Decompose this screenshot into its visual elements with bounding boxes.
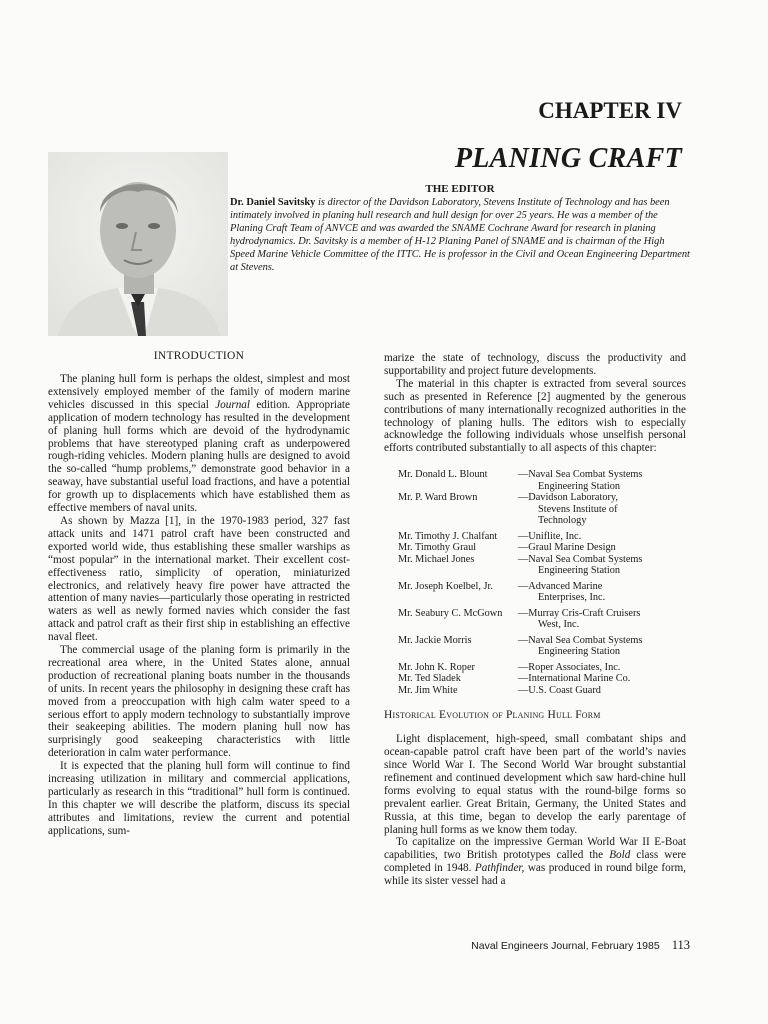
- editor-bio: [230, 196, 690, 274]
- ack-name: Mr. John K. Roper: [398, 661, 475, 673]
- ack-name: Mr. Michael Jones: [398, 553, 475, 565]
- ack-org: —Advanced Marine Enterprises, Inc.: [518, 580, 606, 604]
- acknowledgement-row: [398, 469, 642, 492]
- editor-portrait: [48, 152, 228, 336]
- ack-name: Mr. Seabury C. McGown: [398, 607, 503, 619]
- ship-name-italic: Bold: [609, 849, 631, 862]
- acknowledgement-row: [398, 527, 642, 543]
- right-paragraph-2: The material in this chapter is extracted from several sources such as presented in Reference [2] augmented by the generous contributions of many internationally recognized authorities in the technology of planing hulls. The editors wish to especially acknowledge the following individuals whose unselfish personal efforts contributed substantially to all aspects of this chapter:: [384, 377, 686, 455]
- acknowledgement-row: [398, 685, 642, 697]
- ack-org: —Uniflite, Inc.: [518, 530, 582, 542]
- ack-org: —Graul Marine Design: [518, 542, 616, 554]
- editor-name: Dr. Daniel Savitsky: [230, 197, 316, 208]
- text-run: To capitalize on the impressive German World War II E-Boat capabilities, two British prototypes called the: [384, 836, 686, 862]
- ack-name: Mr. Joseph Koelbel, Jr.: [398, 580, 493, 592]
- text-run: was produced in round bilge form, while its sister vessel had a: [384, 862, 686, 888]
- intro-paragraph-4: It is expected that the planing hull form will continue to find increasing utilization in military and commercial applications, particularly as research in this “traditional” hull form is continued. In this chapter we will describe the platform, discuss its special attributes and limitations, review the current and potential applications, sum-: [48, 760, 350, 837]
- ack-org: —Naval Sea Combat Systems Engineering Station: [518, 469, 643, 492]
- history-paragraph-2: [384, 836, 686, 888]
- right-column: [384, 352, 686, 888]
- left-column: [48, 373, 350, 838]
- acknowledgement-row: [398, 577, 642, 604]
- right-paragraph-1: marize the state of technology, discuss the productivity and supportability and project future developments.: [384, 352, 686, 377]
- intro-paragraph-2: As shown by Mazza [1], in the 1970-1983 period, 327 fast attack units and 1471 patrol craft have been constructed and exported world wide, thus establishing these smaller warships as “most popular” in the international market. Their excellent cost-effectiveness ratio, simplicity of operation, miniaturized electronics, and relatively heavy fire power have attracted the attention of many navies—particularly those operating in restricted waters as well as newly formed navies which consider the fast attack and patrol craft as their first ship in establishing an effective naval fleet.: [48, 514, 350, 644]
- page-number: 113: [671, 938, 690, 952]
- acknowledgement-row: [398, 673, 642, 685]
- ack-org: —Naval Sea Combat Systems Engineering Station: [518, 634, 643, 658]
- ack-name: Mr. P. Ward Brown: [398, 492, 478, 504]
- acknowledgement-row: [398, 492, 642, 527]
- ack-name: Mr. Jim White: [398, 684, 458, 696]
- ack-name: Mr. Ted Sladek: [398, 673, 461, 685]
- chapter-title: PLANING CRAFT: [454, 143, 682, 174]
- ack-name: Mr. Timothy J. Chalfant: [398, 530, 498, 542]
- intro-paragraph-3: The commercial usage of the planing form is primarily in the recreational area where, in the United States alone, annual production of recreational planing boats number in the thousands of units. In recent years the philosophy in designing these craft has moved from a preoccupation with high calm water speed to a serious effort to apply modern technology to substantially improve their seakeeping abilities. The modern planing hull now has surprisingly good seakeeping characteristics with little deterioration in calm water performance.: [48, 644, 350, 760]
- text-run: The planing hull form is perhaps the oldest, simplest and most extensively employed member of the family of modern marine vehicles discussed in this special: [48, 373, 350, 411]
- intro-paragraph-1: [48, 373, 350, 515]
- acknowledgement-row: [398, 542, 642, 554]
- chapter-label: CHAPTER IV: [538, 98, 682, 123]
- history-paragraph-1: Light displacement, high-speed, small combatant ships and ocean-capable patrol craft have been part of the world’s navies since World War I. The Second World War brought substantial refinement and continued development which saw hard-chine hull forms evolving to equal status with the round-bilge forms so prevalent earlier. Great Britain, Germany, the United States and Russia, at this time, began to develop the early parentage of planing hull forms as we know them today.: [384, 733, 686, 836]
- ack-name: Mr. Jackie Morris: [398, 634, 472, 646]
- acknowledgements-table: [398, 469, 642, 696]
- acknowledgement-row: [398, 658, 642, 674]
- editor-bio-text: is director of the Davidson Laboratory, Stevens Institute of Technology and has been intimately involved in planing hull research and hull design for over 25 years. He was a member of the Planing Craft Team of ANVCE and was awarded the SNAME Cochrane Award for research in planing hydrodynamics. Dr. Savitsky is a member of H-12 Planing Panel of SNAME and is chairman of the High Speed Marine Vehicle Committee of the ITTC. He is professor in the Civil and Ocean Engineering Department at Stevens.: [230, 197, 690, 273]
- ack-org: —Murray Cris-Craft Cruisers West, Inc.: [518, 607, 641, 631]
- journal-citation: Naval Engineers Journal, February 1985: [471, 940, 660, 952]
- ack-org: —International Marine Co.: [518, 673, 631, 685]
- history-heading: Historical Evolution of Planing Hull Form: [384, 709, 601, 722]
- ack-org: —Davidson Laboratory, Stevens Institute of Technology: [518, 492, 618, 527]
- journal-italic: Journal: [215, 398, 250, 411]
- acknowledgement-row: [398, 604, 642, 631]
- text-run: class were completed in 1948.: [384, 849, 687, 875]
- ack-org: —U.S. Coast Guard: [518, 684, 601, 696]
- editor-heading: THE EDITOR: [425, 183, 495, 195]
- ship-name-italic: Pathfinder,: [474, 862, 525, 875]
- ack-name: Mr. Timothy Graul: [398, 542, 477, 554]
- text-run: edition. Appropriate application of modern technology has resulted in the development of planing hull forms which are devoid of the hydrodynamic problems that have stereotyped planing craft as underpowered rough-riding vehicles. Modern planing hulls are designed to avoid the so-called “hump problems,” demonstrate good behavior in a seaway, have substantial useful load fractions, and have a potential for growth up to displacements which have established them as effective members of naval units.: [48, 398, 350, 515]
- acknowledgement-row: [398, 631, 642, 658]
- acknowledgement-row: [398, 554, 642, 577]
- ack-org: —Roper Associates, Inc.: [518, 661, 621, 673]
- ack-org: —Naval Sea Combat Systems Engineering Station: [518, 553, 643, 577]
- ack-name: Mr. Donald L. Blount: [398, 469, 488, 481]
- page-footer: [440, 938, 690, 953]
- introduction-heading: INTRODUCTION: [153, 350, 245, 362]
